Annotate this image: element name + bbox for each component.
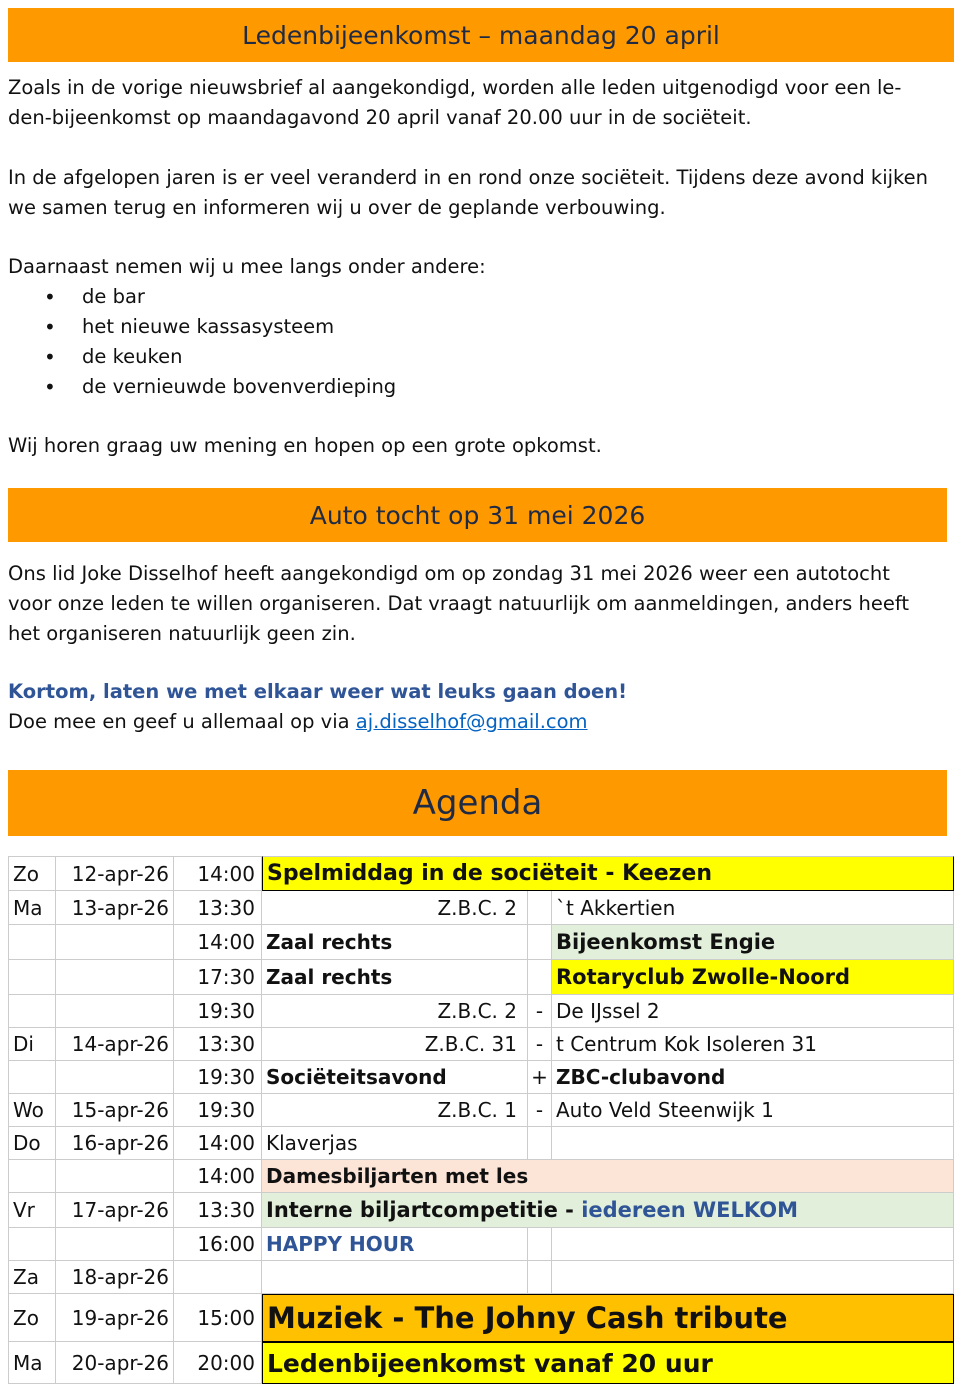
- table-row: Zo 19-apr-26 15:00 Muziek - The Johny Cash tribute: [8, 1294, 954, 1342]
- bullet-list: [8, 282, 396, 402]
- list-item: • het nieuwe kassasysteem: [8, 312, 396, 342]
- event-cell: Ledenbijeenkomst vanaf 20 uur: [262, 1342, 954, 1384]
- list-item: • de vernieuwde bovenverdieping: [8, 372, 396, 402]
- paragraph: In de afgelopen jaren is er veel veranderd in en rond onze sociëteit. Tijdens deze avond kijken we samen terug en informeren wij u over de geplande verbouwing.: [8, 166, 929, 219]
- event-cell: Spelmiddag in de sociëteit - Keezen: [262, 856, 954, 891]
- table-row: 14:00 Zaal rechts Bijeenkomst Engie: [8, 925, 954, 960]
- table-row: Vr 17-apr-26 13:30 Interne biljartcompetitie - iedereen WELKOM: [8, 1193, 954, 1228]
- intro-text: Daarnaast nemen wij u mee langs onder andere:: [8, 255, 486, 278]
- table-row: 16:00 HAPPY HOUR: [8, 1228, 954, 1261]
- closing-text: Wij horen graag uw mening en hopen op een grote opkomst.: [8, 434, 602, 457]
- event-cell: Muziek - The Johny Cash tribute: [262, 1294, 954, 1342]
- table-row: Za 18-apr-26: [8, 1261, 954, 1294]
- paragraph: Ons lid Joke Disselhof heeft aangekondigd om op zondag 31 mei 2026 weer een autotocht voor onze leden te willen organiseren. Dat vraagt natuurlijk om aanmeldingen, anders heeft het organiseren natuurlijk geen zin.: [8, 562, 910, 645]
- agenda-header: [8, 770, 947, 836]
- table-row: 19:30 Sociëteitsavond + ZBC-clubavond: [8, 1061, 954, 1094]
- section-title: Auto tocht op 31 mei 2026: [309, 500, 646, 530]
- signup-block: Kortom, laten we met elkaar weer wat leuks gaan doen! Doe mee en geef u allemaal op via aj.disselhof@gmail.com: [8, 680, 627, 733]
- table-row: Do 16-apr-26 14:00 Klaverjas: [8, 1127, 954, 1160]
- table-row: Di 14-apr-26 13:30 Z.B.C. 31 - t Centrum Kok Isoleren 31: [8, 1028, 954, 1061]
- section-title: Ledenbijeenkomst – maandag 20 april: [242, 20, 720, 50]
- table-row: Zo 12-apr-26 14:00 Spelmiddag in de sociëteit - Keezen: [8, 856, 954, 891]
- event-cell: Damesbiljarten met les: [262, 1160, 954, 1193]
- section-header-ledenbijeenkomst: [8, 8, 954, 62]
- list-item: • de keuken: [8, 342, 396, 372]
- paragraph: Zoals in de vorige nieuwsbrief al aangekondigd, worden alle leden uitgenodigd voor een le- den-bijeenkomst op maandagavond 20 april vanaf 20.00 uur in de sociëteit.: [8, 76, 902, 129]
- list-item: • de bar: [8, 282, 396, 312]
- table-row: Ma 20-apr-26 20:00 Ledenbijeenkomst vanaf 20 uur: [8, 1342, 954, 1384]
- highlight-text: Kortom, laten we met elkaar weer wat leuks gaan doen!: [8, 680, 627, 703]
- table-row: 14:00 Damesbiljarten met les: [8, 1160, 954, 1193]
- email-link[interactable]: aj.disselhof@gmail.com: [355, 710, 588, 733]
- table-row: 17:30 Zaal rechts Rotaryclub Zwolle-Noord: [8, 960, 954, 995]
- table-row: Wo 15-apr-26 19:30 Z.B.C. 1 - Auto Veld Steenwijk 1: [8, 1094, 954, 1127]
- table-row: 19:30 Z.B.C. 2 - De IJssel 2: [8, 995, 954, 1028]
- event-cell: Interne biljartcompetitie - iedereen WELKOM: [262, 1193, 954, 1228]
- section-header-autotocht: [8, 488, 947, 542]
- agenda-table: [8, 856, 954, 1384]
- agenda-title: Agenda: [412, 783, 543, 823]
- table-row: Ma 13-apr-26 13:30 Z.B.C. 2 `t Akkertien: [8, 891, 954, 925]
